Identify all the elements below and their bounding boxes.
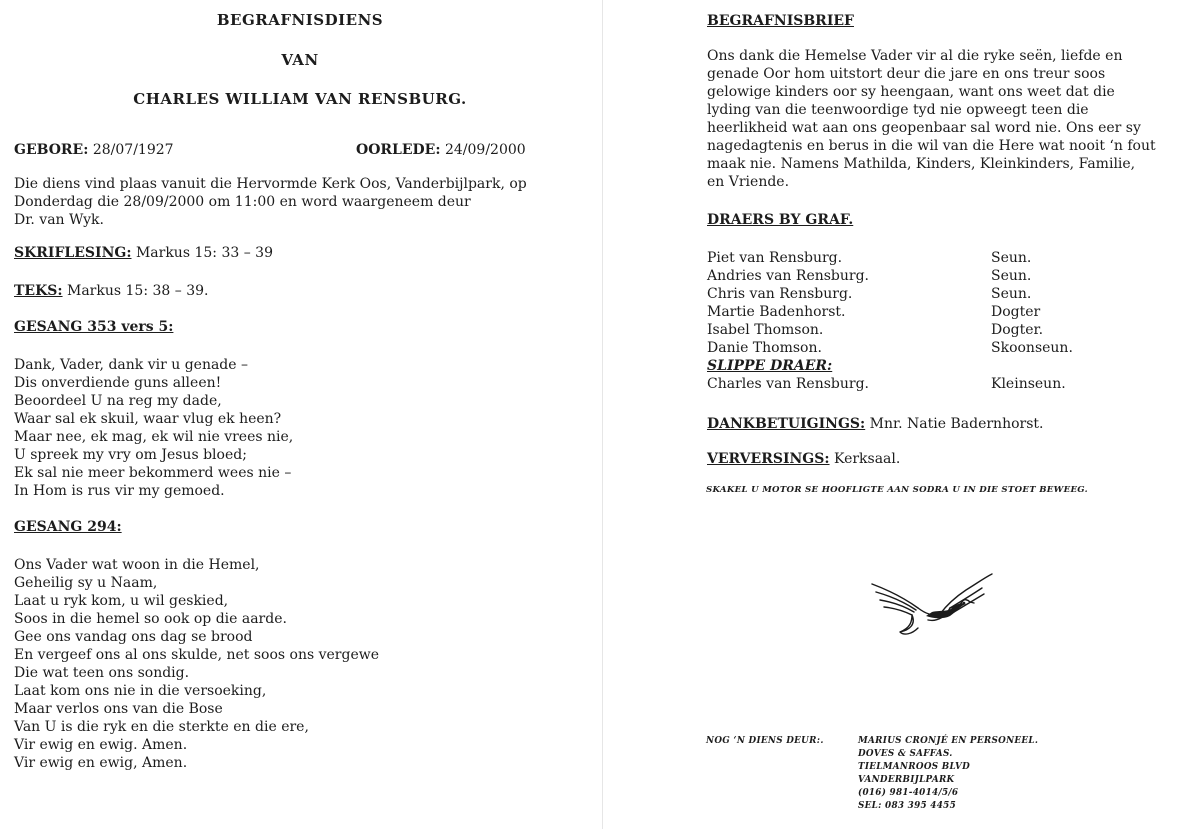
bearer-name: Andries van Rensburg. [707,268,870,284]
died-row [356,141,526,159]
bearers-table [707,249,1073,393]
hymn-line: Ek sal nie meer bekommerd wees nie – [14,465,292,481]
hymn-line: Vir ewig en ewig, Amen. [14,755,188,771]
bearer-relation: Dogter [991,304,1041,320]
hymn-line: In Hom is rus vir my gemoed. [14,483,225,499]
refresh-row [707,450,900,468]
credit-line: TIELMANROOS BLVD [858,762,971,772]
service-line: Donderdag die 28/09/2000 om 11:00 en word waargeneem deur [14,194,471,210]
right-page [600,0,1200,829]
hymn-line: Gee ons vandag ons dag se brood [14,629,253,645]
bearer-relation: Seun. [991,250,1032,266]
hymn-line: Die wat teen ons sondig. [14,665,190,681]
credit-line: (016) 981-4014/5/6 [858,788,959,798]
text-value: Markus 15: 38 – 39. [67,283,209,299]
thanks-label: DANKBETUIGINGS: [707,416,866,432]
letter-line: maak nie. Namens Mathilda, Kinders, Kleinkinders, Familie, [707,156,1136,172]
title-line-1: BEGRAFNISDIENS [216,11,384,29]
hymn-line: Soos in die hemel so ook op die aarde. [14,611,287,627]
hymn-line: Laat u ryk kom, u wil geskied, [14,593,229,609]
bearer-relation: Skoonseun. [991,340,1073,356]
table-row [707,303,1073,321]
letter-line: heerlikheid wat aan ons geopenbaar sal word nie. Ons eer sy [707,120,1141,136]
hymn-line: En vergeef ons al ons skulde, net soos ons vergewe [14,647,380,663]
bearer-relation: Kleinseun. [991,376,1066,392]
table-row [707,339,1073,357]
credit-label-block [706,735,824,748]
letter-heading: BEGRAFNISBRIEF [707,13,854,29]
hymn-line: Maar nee, ek mag, ek wil nie vrees nie, [14,429,294,445]
born-row [14,141,174,159]
title-line-2: VAN [281,51,319,69]
died-label: OORLEDE: [356,142,441,158]
hymn-line: Waar sal ek skuil, waar vlug ek heen? [14,411,282,427]
thanks-value: Mnr. Natie Badernhorst. [869,416,1044,432]
service-details [14,175,527,229]
table-row [707,357,1073,375]
letter-line: Ons dank die Hemelse Vader vir al die ryke seën, liefde en [707,48,1123,64]
refresh-label: VERVERSINGS: [707,451,830,467]
credit-label: NOG ‘N DIENS DEUR:. [706,736,824,746]
credit-line: VANDERBIJLPARK [858,775,955,785]
hymn-2-verse [14,556,379,772]
table-row [707,375,1073,393]
bearer-relation: Seun. [991,268,1032,284]
letter-body [707,47,1156,191]
bearer-name: Piet van Rensburg. [707,250,843,266]
slippe-heading: SLIPPE DRAER: [707,358,833,374]
table-row [707,249,1073,267]
died-value: 24/09/2000 [444,142,526,158]
hymn-line: Dank, Vader, dank vir u genade – [14,357,249,373]
headlights-note: SKAKEL U MOTOR SE HOOFLIGTE AAN SODRA U IN DIE STOET BEWEEG. [706,485,1088,495]
hymn-line: Maar verlos ons van die Bose [14,701,223,717]
born-value: 28/07/1927 [92,142,174,158]
bearer-name: Martie Badenhorst. [707,304,846,320]
hymn-1-heading: GESANG 353 vers 5: [14,319,174,335]
refresh-value: Kerksaal. [833,451,901,467]
hymn-line: Dis onverdiende guns alleen! [14,375,222,391]
letter-line: nagedagtenis en berus in die wil van die Here wat nooit ‘n fout [707,138,1156,154]
credit-block [858,735,1038,813]
hymn-1-verse [14,356,293,500]
service-line: Dr. van Wyk. [14,212,104,228]
bearer-relation: Dogter. [991,322,1044,338]
service-line: Die diens vind plaas vanuit die Hervormde Kerk Oos, Vanderbijlpark, op [14,176,527,192]
credit-line: SEL: 083 395 4455 [858,801,956,811]
table-row [707,267,1073,285]
title-line-3: CHARLES WILLIAM VAN RENSBURG. [133,90,467,108]
hymn-line: Ons Vader wat woon in die Hemel, [14,557,260,573]
reading-row [14,244,273,262]
credit-line: MARIUS CRONJÉ EN PERSONEEL. [858,736,1039,746]
bearer-name: Danie Thomson. [707,340,822,356]
credit-line: DOVES & SAFFAS. [858,749,953,759]
text-row [14,282,208,300]
dove-icon [870,572,995,640]
hymn-line: Vir ewig en ewig. Amen. [14,737,188,753]
born-label: GEBORE: [14,142,89,158]
thanks-row [707,415,1043,433]
hymn-2-heading: GESANG 294: [14,519,122,535]
bearers-heading: DRAERS BY GRAF. [707,212,854,228]
bearer-name: Chris van Rensburg. [707,286,853,302]
letter-line: genade Oor hom uitstort deur die jare en ons treur soos [707,66,1106,82]
letter-line: lyding van die teenwoordige tyd nie opweegt teen die [707,102,1089,118]
hymn-line: Laat kom ons nie in die versoeking, [14,683,267,699]
letter-line: en Vriende. [707,174,790,190]
reading-label: SKRIFLESING: [14,245,132,261]
bearer-name: Isabel Thomson. [707,322,824,338]
letter-line: gelowige kinders oor sy heengaan, want ons weet dat die [707,84,1115,100]
table-row [707,285,1073,303]
hymn-line: U spreek my vry om Jesus bloed; [14,447,247,463]
reading-value: Markus 15: 33 – 39 [135,245,273,261]
bearer-relation: Seun. [991,286,1032,302]
text-label: TEKS: [14,283,63,299]
table-row [707,321,1073,339]
hymn-line: Van U is die ryk en die sterkte en die ere, [14,719,309,735]
hymn-line: Geheilig sy u Naam, [14,575,158,591]
hymn-line: Beoordeel U na reg my dade, [14,393,222,409]
bearer-name: Charles van Rensburg. [707,376,869,392]
